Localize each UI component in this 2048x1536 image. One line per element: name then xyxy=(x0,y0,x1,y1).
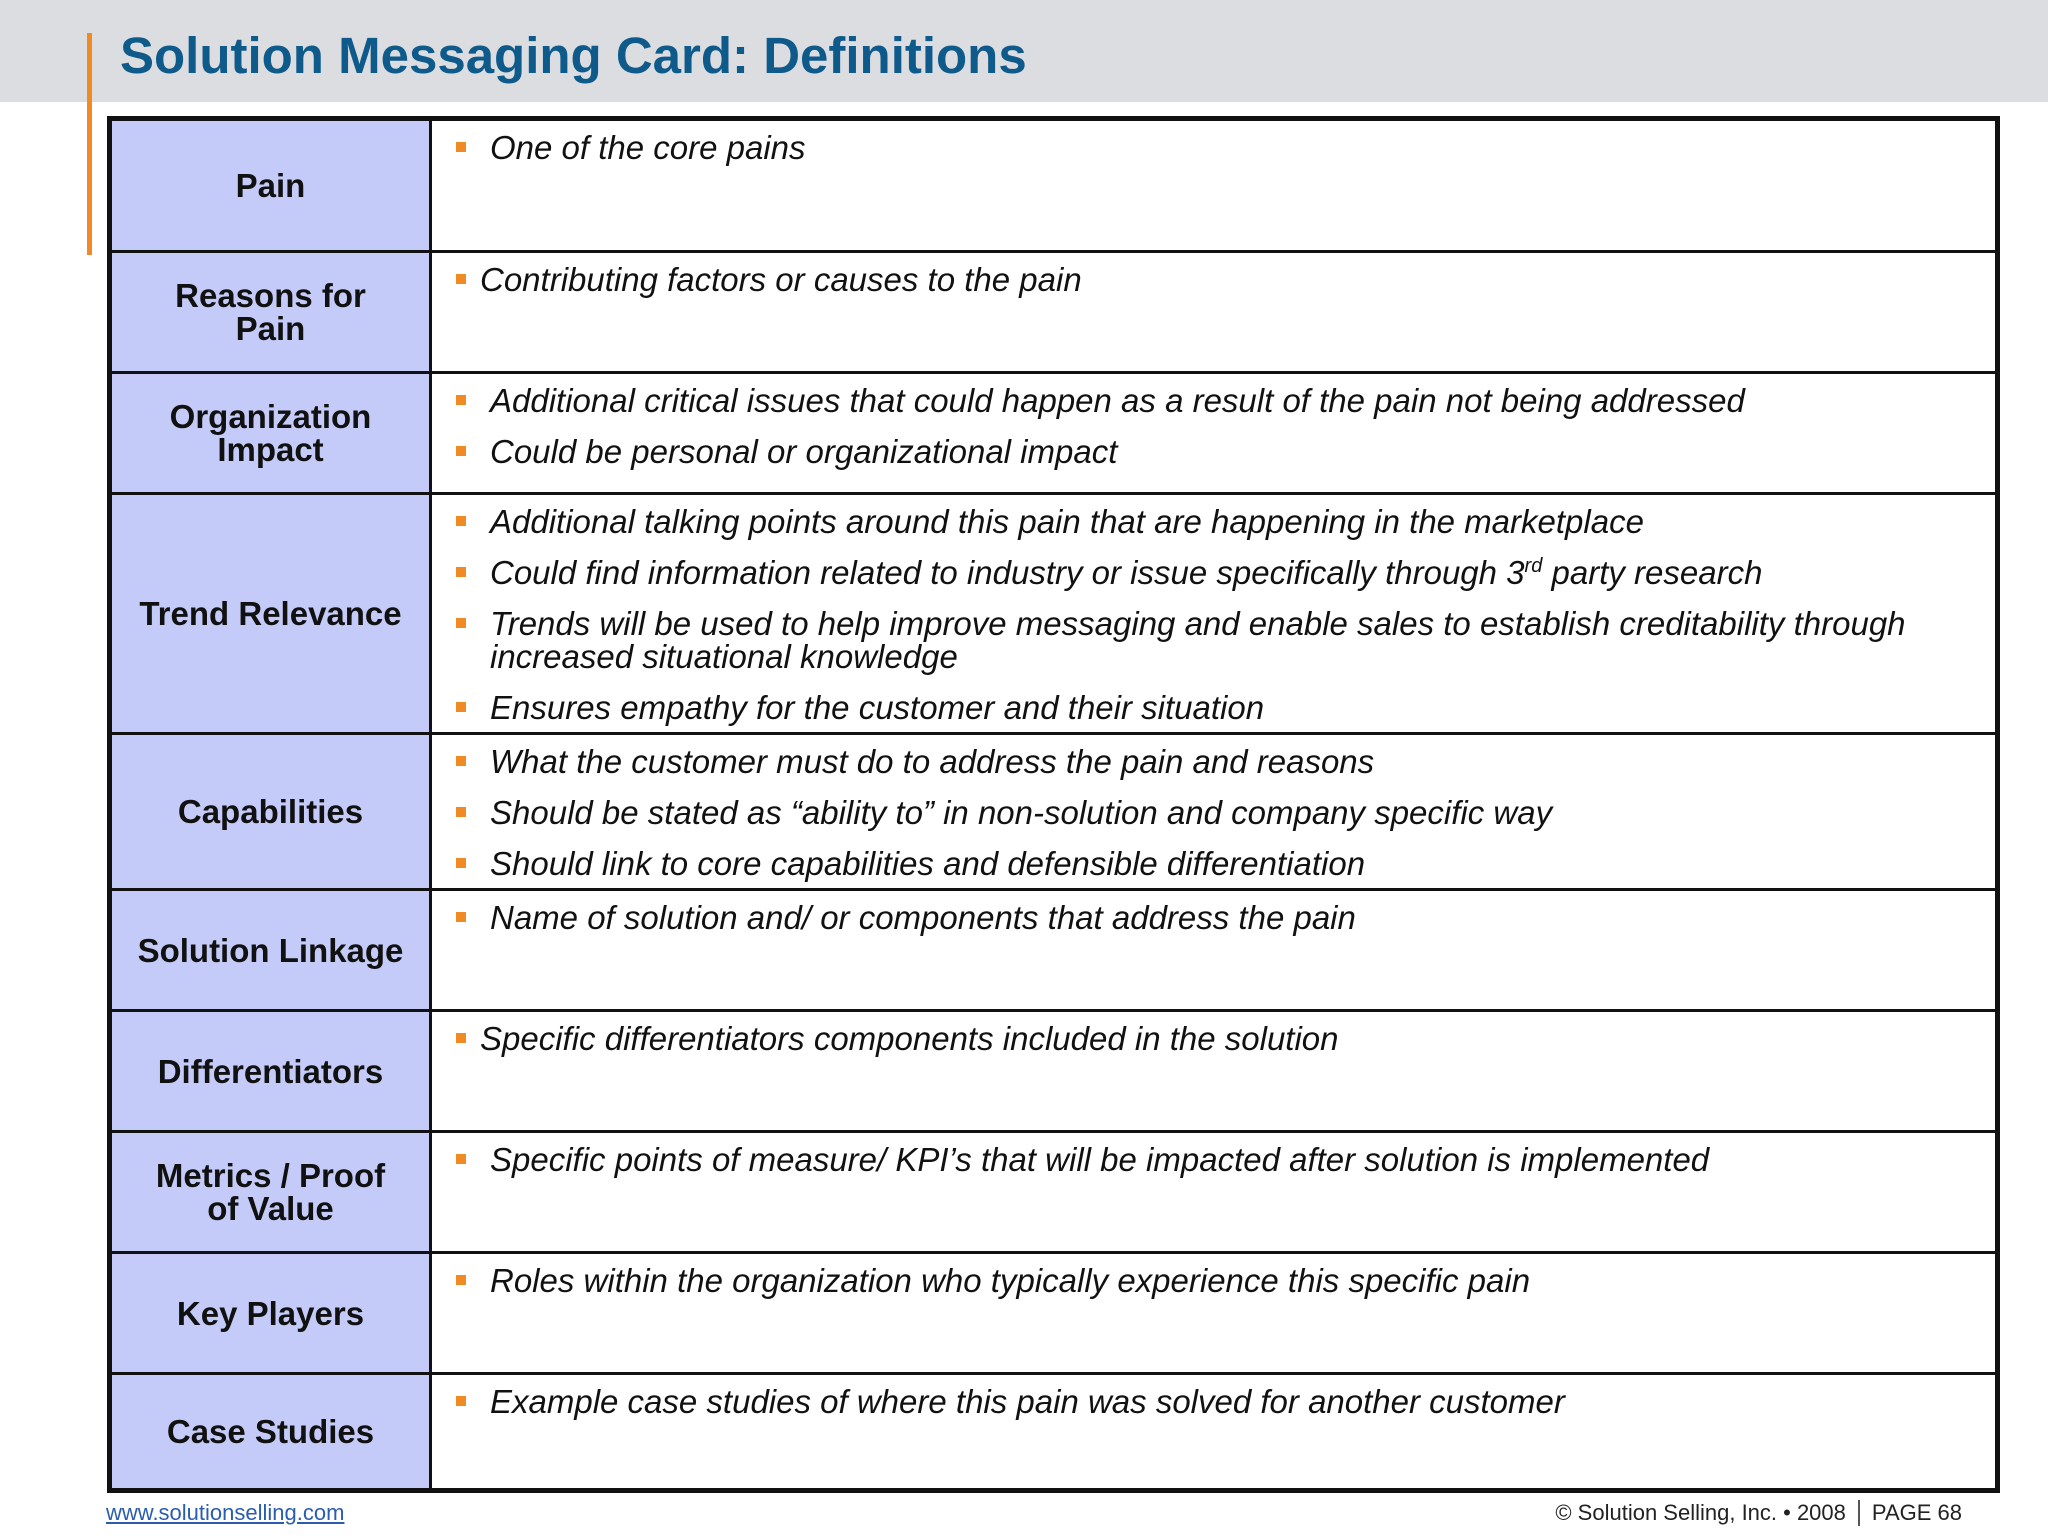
footer-info xyxy=(1555,1500,1962,1526)
square-bullet-icon xyxy=(456,516,466,526)
table-row-solution-linkage xyxy=(112,891,1995,1012)
bullet-item: Should be stated as “ability to” in non-solution and company specific way xyxy=(456,796,1965,829)
bullet-item: Additional talking points around this pain that are happening in the marketplace xyxy=(456,505,1965,538)
table-row-capabilities xyxy=(112,735,1995,891)
row-content-trend-relevance xyxy=(432,495,1995,732)
footer-website-link[interactable]: www.solutionselling.com xyxy=(106,1500,345,1525)
row-label-organization-impact: Organization Impact xyxy=(112,374,432,492)
row-label-key-players: Key Players xyxy=(112,1254,432,1372)
bullet-item: Trends will be used to help improve messaging and enable sales to establish creditability through increased situational knowledge xyxy=(456,607,1965,673)
row-label-case-studies: Case Studies xyxy=(112,1375,432,1488)
row-content-pain xyxy=(432,121,1995,250)
bullet-item: What the customer must do to address the pain and reasons xyxy=(456,745,1965,778)
square-bullet-icon xyxy=(456,1033,466,1043)
row-content-solution-linkage xyxy=(432,891,1995,1009)
accent-bar xyxy=(87,33,92,255)
table-row-case-studies xyxy=(112,1375,1995,1488)
square-bullet-icon xyxy=(456,567,466,577)
square-bullet-icon xyxy=(456,395,466,405)
table-row-trend-relevance xyxy=(112,495,1995,735)
square-bullet-icon xyxy=(456,756,466,766)
row-label-metrics-proof-of-value: Metrics / Proof of Value xyxy=(112,1133,432,1251)
page-number: PAGE 68 xyxy=(1871,1500,1962,1525)
bullet-item: Roles within the organization who typically experience this specific pain xyxy=(456,1264,1965,1297)
row-label-differentiators: Differentiators xyxy=(112,1012,432,1130)
square-bullet-icon xyxy=(456,1154,466,1164)
row-content-case-studies xyxy=(432,1375,1995,1488)
bullet-item: Could be personal or organizational impact xyxy=(456,435,1965,468)
table-row-differentiators xyxy=(112,1012,1995,1133)
copyright-text: © Solution Selling, Inc. • 2008 xyxy=(1555,1500,1846,1525)
square-bullet-icon xyxy=(456,446,466,456)
row-content-organization-impact xyxy=(432,374,1995,492)
table-row-reasons-for-pain xyxy=(112,253,1995,374)
row-content-reasons-for-pain xyxy=(432,253,1995,371)
row-content-capabilities xyxy=(432,735,1995,888)
square-bullet-icon xyxy=(456,858,466,868)
square-bullet-icon xyxy=(456,702,466,712)
row-content-differentiators xyxy=(432,1012,1995,1130)
bullet-item: Should link to core capabilities and defensible differentiation xyxy=(456,847,1965,880)
bullet-item: Could find information related to industry or issue specifically through 3rd party research xyxy=(456,556,1965,589)
square-bullet-icon xyxy=(456,618,466,628)
square-bullet-icon xyxy=(456,1396,466,1406)
row-label-solution-linkage: Solution Linkage xyxy=(112,891,432,1009)
row-label-trend-relevance: Trend Relevance xyxy=(112,495,432,732)
bullet-item: Specific differentiators components included in the solution xyxy=(456,1022,1965,1055)
page-title: Solution Messaging Card: Definitions xyxy=(120,27,1027,84)
bullet-item: Specific points of measure/ KPI’s that will be impacted after solution is implemented xyxy=(456,1143,1965,1176)
bullet-item: Contributing factors or causes to the pain xyxy=(456,263,1965,296)
square-bullet-icon xyxy=(456,142,466,152)
square-bullet-icon xyxy=(456,912,466,922)
bullet-item: Example case studies of where this pain was solved for another customer xyxy=(456,1385,1965,1418)
row-content-key-players xyxy=(432,1254,1995,1372)
bullet-item: Name of solution and/ or components that address the pain xyxy=(456,901,1965,934)
table-row-pain xyxy=(112,121,1995,253)
messaging-card-table xyxy=(107,116,2000,1493)
row-label-reasons-for-pain: Reasons for Pain xyxy=(112,253,432,371)
bullet-item: Ensures empathy for the customer and their situation xyxy=(456,691,1965,724)
row-label-pain: Pain xyxy=(112,121,432,250)
row-label-capabilities: Capabilities xyxy=(112,735,432,888)
bullet-item: One of the core pains xyxy=(456,131,1965,164)
bullet-item: Additional critical issues that could happen as a result of the pain not being addressed xyxy=(456,384,1965,417)
row-content-metrics-proof-of-value xyxy=(432,1133,1995,1251)
table-row-organization-impact xyxy=(112,374,1995,495)
table-row-key-players xyxy=(112,1254,1995,1375)
square-bullet-icon xyxy=(456,807,466,817)
table-row-metrics-proof-of-value xyxy=(112,1133,1995,1254)
square-bullet-icon xyxy=(456,274,466,284)
square-bullet-icon xyxy=(456,1275,466,1285)
footer-divider xyxy=(1858,1500,1860,1526)
